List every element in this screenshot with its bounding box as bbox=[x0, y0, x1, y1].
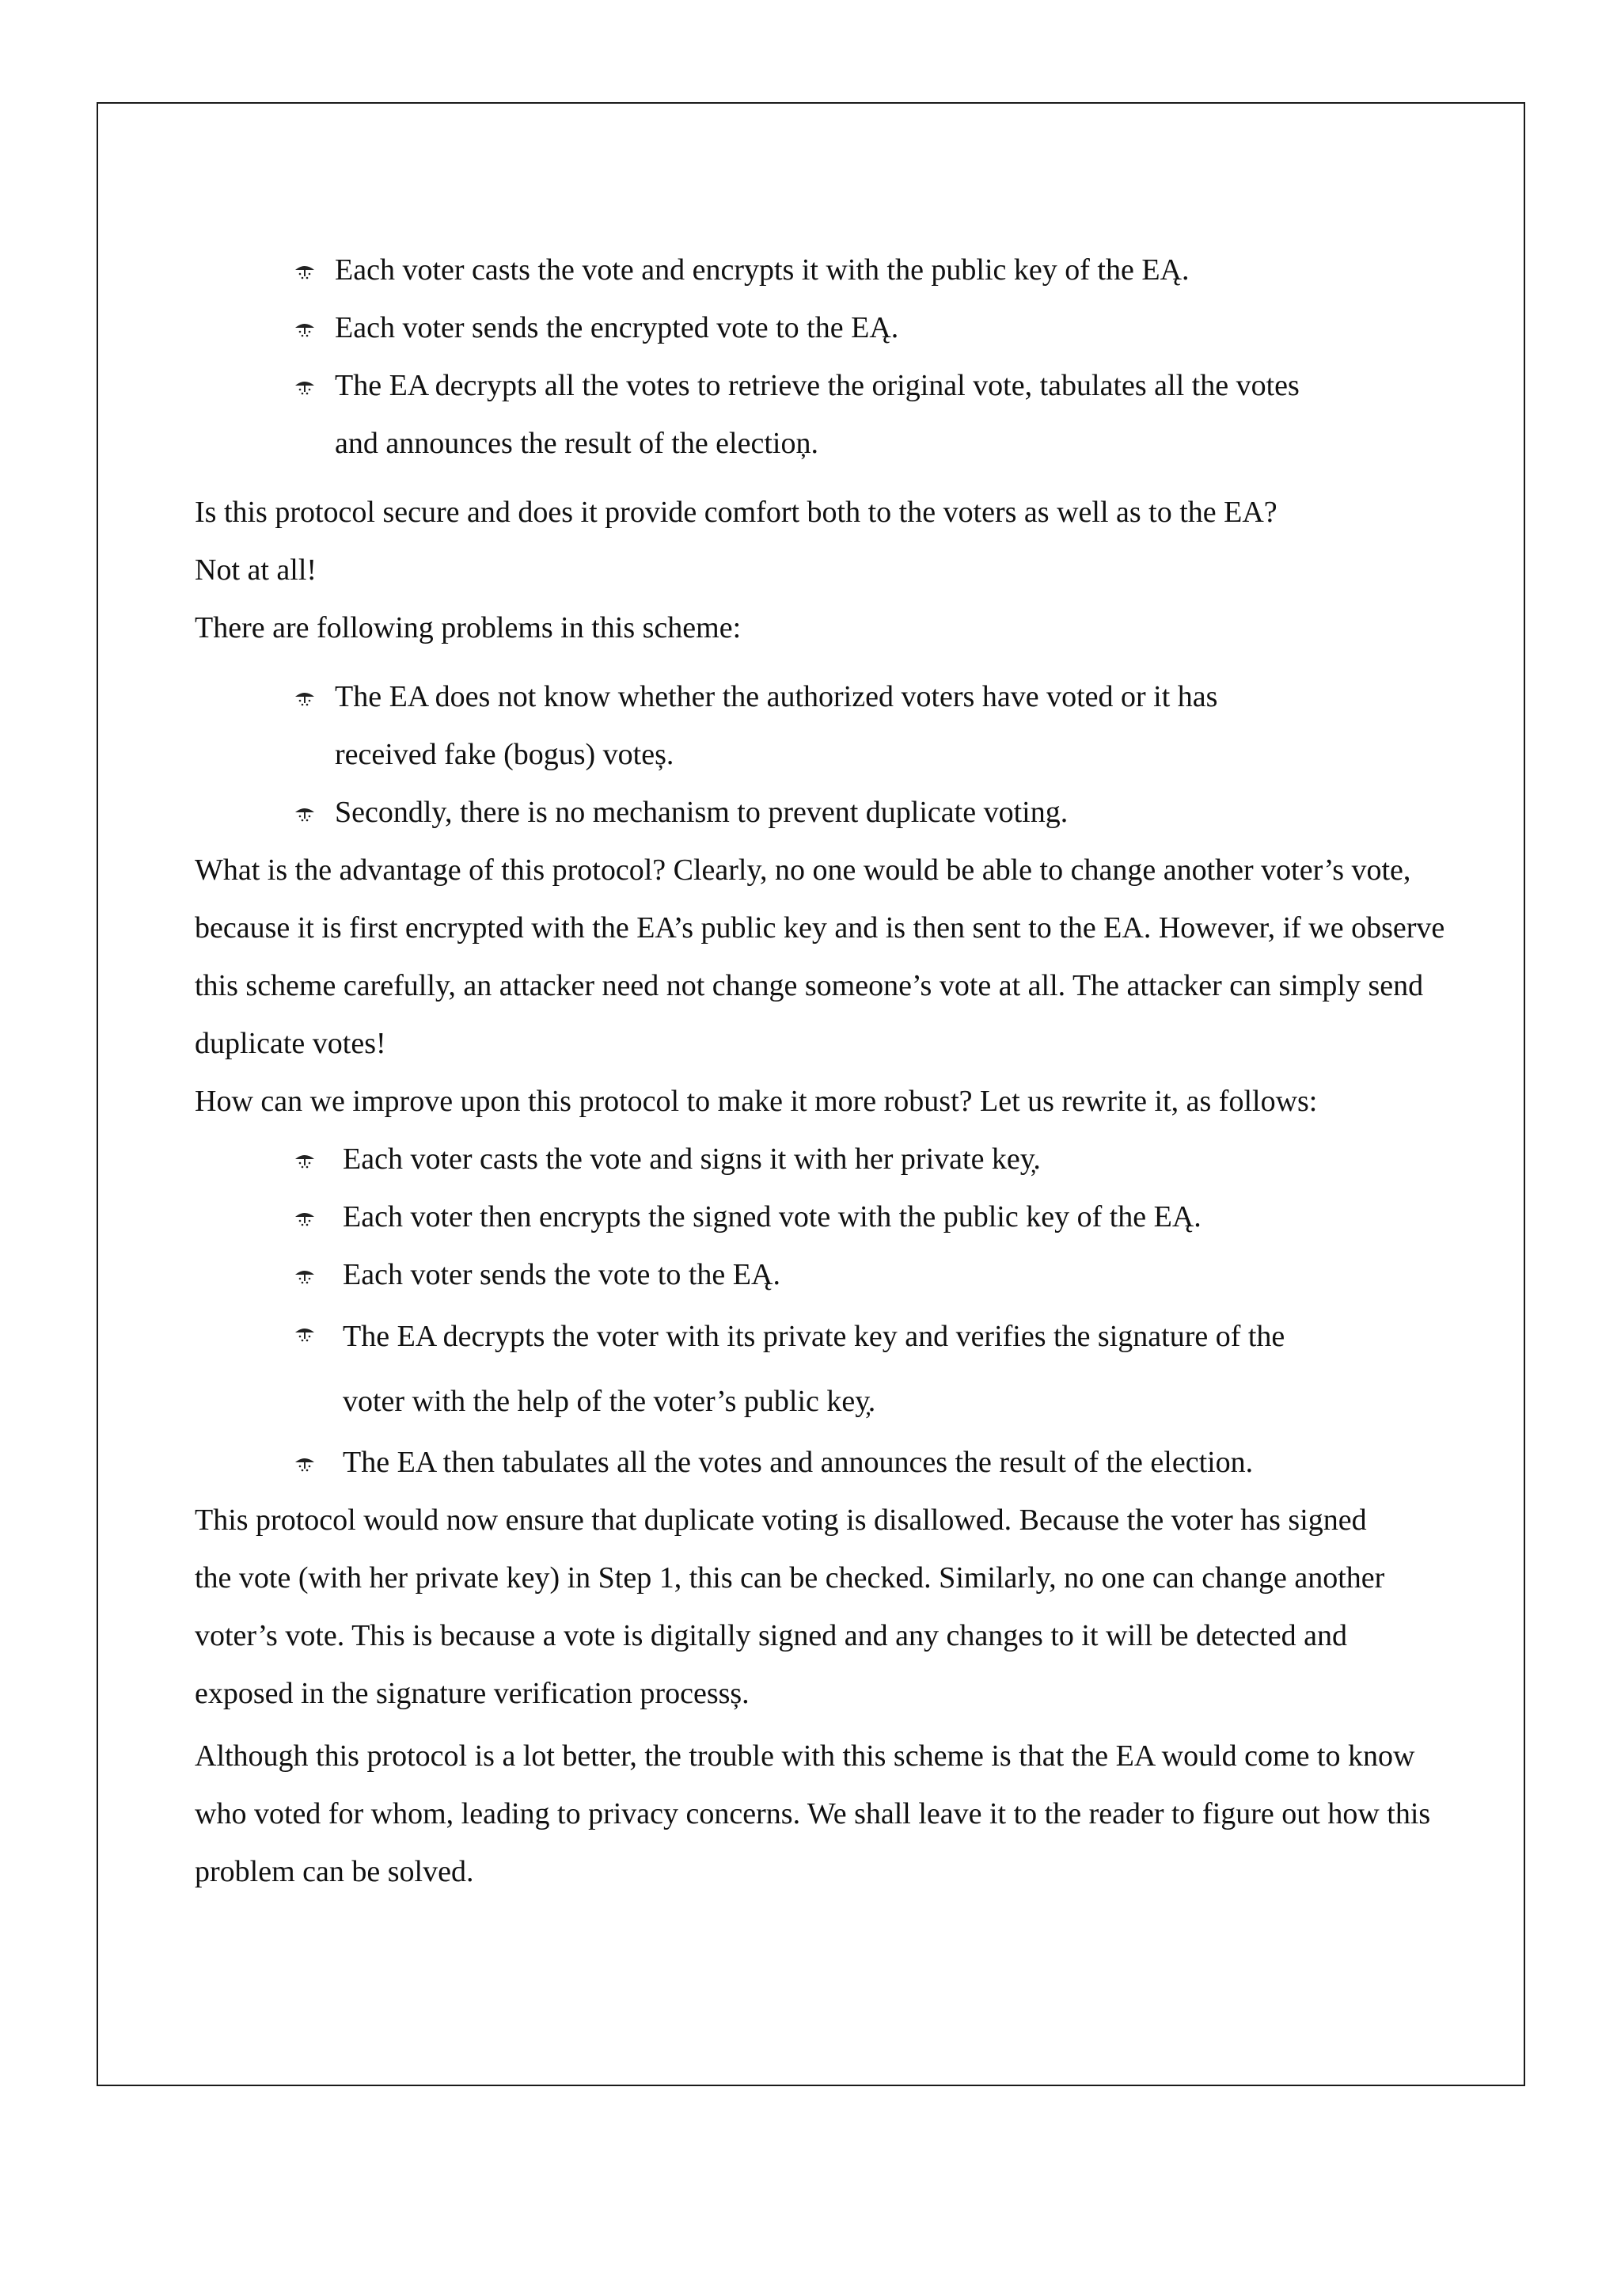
paragraph-advantage: What is the advantage of this protocol? Clearly, no one would be able to change another voter’s vote, because it is first encrypted with the EA’s public key and is then sent to the EA. However, if we observe this scheme carefully, an attacker need not change someone’s vote at all. The attacker can simply send duplicate votes! bbox=[195, 853, 1445, 1060]
list-item-text: Secondly, there is no mechanism to prevent duplicate voting. bbox=[335, 796, 1069, 829]
paragraph-question: Is this protocol secure and does it provide comfort both to the voters as well as to the EA? bbox=[195, 496, 1277, 529]
list-item bbox=[294, 1434, 1445, 1492]
paragraph-problems-intro: There are following problems in this scheme: bbox=[195, 611, 742, 644]
umbrella-icon bbox=[294, 1188, 317, 1246]
list-item bbox=[294, 299, 1445, 357]
list-item-text: The EA decrypts the voter with its private key and verifies the signature of the voter with the help of the voter’s public key̦. bbox=[343, 1320, 1285, 1418]
paragraph-answer: Not at all! bbox=[195, 553, 317, 587]
list-item bbox=[294, 668, 1445, 784]
paragraph-ensure: This protocol would now ensure that duplicate voting is disallowed. Because the voter has signed the vote (with her private key) in Step 1, this can be checked. Similarly, no one can change another voter’s vote. This is because a vote is digitally signed and any changes to it will be detected and exposed in the signature verification processș. bbox=[195, 1503, 1385, 1710]
bullet-list-improved-protocol bbox=[195, 1131, 1445, 1492]
list-item-text: The EA does not know whether the authorized voters have voted or it has received fake (bogus) voteș. bbox=[335, 680, 1218, 771]
list-item bbox=[294, 1246, 1445, 1304]
umbrella-icon bbox=[294, 668, 317, 726]
umbrella-icon bbox=[294, 1304, 317, 1362]
list-item bbox=[294, 241, 1445, 299]
list-item-text: Each voter casts the vote and signs it with her private key̦. bbox=[343, 1142, 1041, 1176]
paragraph-privacy: Although this protocol is a lot better, the trouble with this scheme is that the EA would come to know who voted for whom, leading to privacy concerns. We shall leave it to the reader to figure out how this problem can be solved. bbox=[195, 1739, 1431, 1888]
umbrella-icon bbox=[294, 784, 317, 842]
list-item bbox=[294, 1304, 1445, 1434]
umbrella-icon bbox=[294, 1131, 317, 1188]
umbrella-icon bbox=[294, 299, 317, 357]
umbrella-icon bbox=[294, 241, 317, 299]
list-item bbox=[294, 1188, 1445, 1246]
list-item-text: Each voter sends the encrypted vote to the EĄ. bbox=[335, 311, 899, 344]
list-item-text: Each voter sends the vote to the EĄ. bbox=[343, 1258, 780, 1291]
list-item-text: The EA then tabulates all the votes and announces the result of the election. bbox=[343, 1446, 1254, 1479]
umbrella-icon bbox=[294, 357, 317, 415]
page-content bbox=[195, 241, 1445, 1901]
list-item-text: The EA decrypts all the votes to retrieve the original vote, tabulates all the votes and announces the result of the electioņ. bbox=[335, 369, 1300, 460]
umbrella-icon bbox=[294, 1434, 317, 1492]
umbrella-icon bbox=[294, 1246, 317, 1304]
paragraph-improve: How can we improve upon this protocol to make it more robust? Let us rewrite it, as follows: bbox=[195, 1085, 1318, 1118]
list-item-text: Each voter then encrypts the signed vote with the public key of the EĄ. bbox=[343, 1200, 1202, 1234]
list-item bbox=[294, 1131, 1445, 1188]
bullet-list-naive-protocol bbox=[195, 241, 1445, 473]
list-item bbox=[294, 784, 1445, 842]
bullet-list-problems bbox=[195, 668, 1445, 842]
list-item-text: Each voter casts the vote and encrypts it with the public key of the EĄ. bbox=[335, 253, 1190, 287]
list-item bbox=[294, 357, 1445, 473]
